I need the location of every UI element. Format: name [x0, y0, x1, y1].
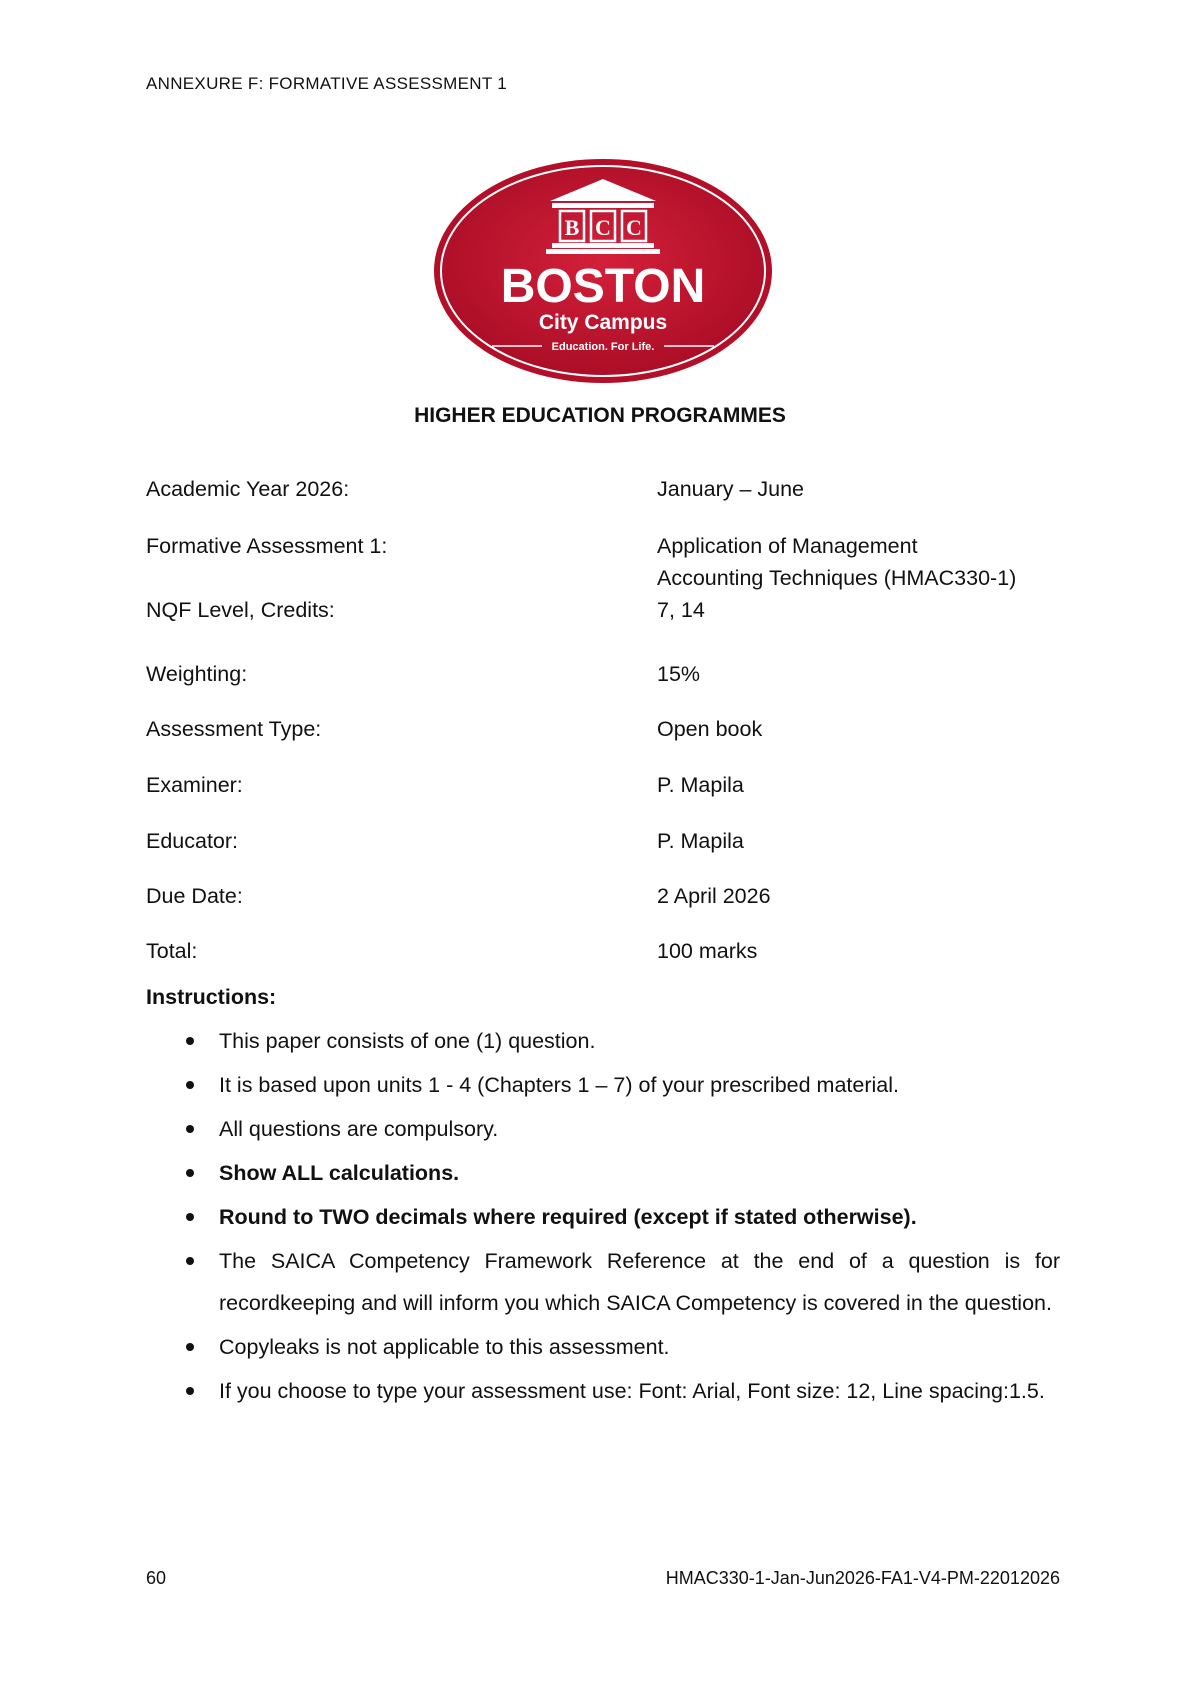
logo-campus: City Campus	[538, 311, 668, 334]
list-item: All questions are compulsory.	[146, 1108, 1060, 1150]
detail-value: January – June	[657, 477, 805, 501]
detail-value: 100 marks	[657, 939, 758, 963]
annexure-header: ANNEXURE F: FORMATIVE ASSESSMENT 1	[146, 74, 507, 93]
bullet-icon	[186, 1125, 194, 1133]
detail-value: 2 April 2026	[657, 884, 771, 908]
bullet-icon	[186, 1387, 194, 1395]
detail-value: Application of Management	[657, 534, 918, 558]
detail-value: Open book	[657, 717, 763, 741]
boston-city-campus-logo	[432, 157, 774, 385]
list-item: Copyleaks is not applicable to this assessment.	[146, 1326, 1060, 1368]
detail-label: NQF Level, Credits:	[146, 598, 335, 622]
monogram-b: B	[564, 215, 580, 240]
detail-label: Formative Assessment 1:	[146, 534, 388, 558]
detail-label: Educator:	[146, 829, 239, 853]
instructions-title: Instructions:	[146, 985, 277, 1009]
detail-label: Due Date:	[146, 884, 243, 908]
page-number: 60	[146, 1568, 167, 1588]
detail-label: Total:	[146, 939, 198, 963]
logo-name: BOSTON	[500, 260, 706, 313]
detail-value: P. Mapila	[657, 829, 744, 853]
list-item: This paper consists of one (1) question.	[146, 1020, 1060, 1062]
monogram-c2: C	[626, 215, 642, 240]
bullet-icon	[186, 1037, 194, 1045]
document-code: HMAC330-1-Jan-Jun2026-FA1-V4-PM-22012026	[665, 1568, 1060, 1588]
logo-tagline: Education. For Life.	[551, 341, 655, 353]
detail-label: Weighting:	[146, 662, 248, 686]
detail-value: 15%	[657, 662, 701, 686]
bullet-icon	[186, 1213, 194, 1221]
detail-label: Examiner:	[146, 773, 243, 797]
bullet-icon	[186, 1169, 194, 1177]
monogram-c1: C	[595, 215, 611, 240]
instructions-list	[146, 1020, 1060, 1414]
list-item: It is based upon units 1 - 4 (Chapters 1 – 7) of your prescribed material.	[146, 1064, 1060, 1106]
list-item: Round to TWO decimals where required (except if stated otherwise).	[146, 1196, 1060, 1238]
detail-value-line2: Accounting Techniques (HMAC330-1)	[657, 566, 1017, 590]
page-title: HIGHER EDUCATION PROGRAMMES	[414, 404, 786, 427]
detail-value: P. Mapila	[657, 773, 744, 797]
detail-label: Academic Year 2026:	[146, 477, 350, 501]
list-item: Show ALL calculations.	[146, 1152, 1060, 1194]
detail-label: Assessment Type:	[146, 717, 322, 741]
bullet-icon	[186, 1257, 194, 1265]
bullet-icon	[186, 1343, 194, 1351]
bullet-icon	[186, 1081, 194, 1089]
list-item: If you choose to type your assessment use: Font: Arial, Font size: 12, Line spacing:1.5.	[146, 1370, 1060, 1412]
detail-value: 7, 14	[657, 598, 705, 622]
list-item: The SAICA Competency Framework Reference at the end of a question is for recordkeeping and will inform you which SAICA Competency is covered in the question.	[146, 1240, 1060, 1324]
